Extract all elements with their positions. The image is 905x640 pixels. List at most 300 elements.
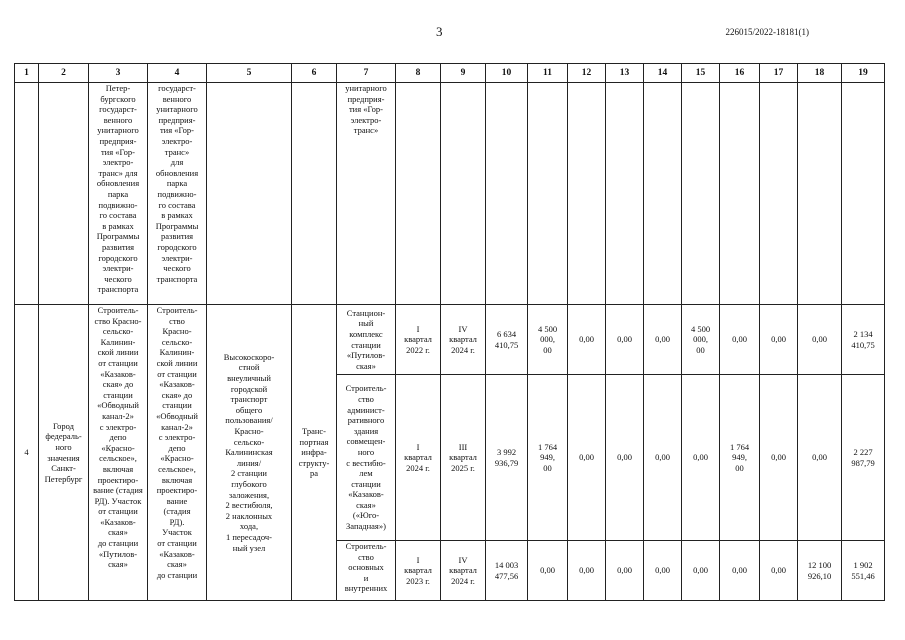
cell-line: 0,00 [540,565,555,576]
cell-line: развития [101,241,135,252]
value-cell [606,375,644,541]
region-cell [39,305,89,601]
cell-line: предприя- [99,135,137,146]
cell-line: вание [166,495,188,506]
cell-line: Строитель- [345,383,387,394]
cell-line: ческого [163,263,191,274]
value-cell [760,375,798,541]
value-cell [682,305,720,375]
cell-line: ской линии [156,357,198,368]
cell-line: 949, [732,452,747,463]
cell-line: электри- [102,263,134,274]
cell-line: 0,00 [812,334,827,345]
cell-line: 936,79 [494,457,519,468]
cell-line: 1 764 [729,441,750,452]
table-cell [528,83,568,305]
cell-line: проектиро- [156,485,198,496]
cell-line: Станцион- [346,307,386,318]
header-cell: 12 [568,64,606,83]
value-cell [486,375,528,541]
cell-line: от станции [98,357,138,368]
cell-line: включая [102,463,134,474]
header-cell: 3 [89,64,148,83]
value-cell [568,305,606,375]
cell-line: квартал [404,334,432,345]
cell-line: 2 134 [853,328,873,339]
cell-line: комплекс [349,328,383,339]
cell-line: 410,75 [851,339,875,350]
cell-line: ская» [167,559,187,570]
cell-line: 0,00 [579,565,594,576]
cell-line: сельско- [233,436,265,447]
cell-line: Программы [155,220,199,231]
value-cell [682,375,720,541]
cell-line: Западная») [346,521,386,532]
header-cell: 2 [39,64,89,83]
header-cell: 1 [15,64,39,83]
header-cell: 10 [486,64,528,83]
table-cell [842,83,885,305]
cell-line: парка [166,178,188,189]
cell-line: «Казаков- [159,548,195,559]
stage-name-cell [337,305,396,375]
cell-line: значения [47,452,80,463]
cell-line: 0,00 [732,565,747,576]
cell-line: пользования/ [225,415,273,426]
value-cell [682,541,720,601]
table-cell [720,83,760,305]
cell-line: «Путилов- [346,350,386,361]
table-cell [15,83,39,305]
cell-line: тия «Гор- [348,104,384,115]
cell-line: электро- [161,135,193,146]
value-cell [644,375,682,541]
cell-line: Красно- [162,326,192,337]
cell-line: ство [169,315,185,326]
cell-line: ративного [347,415,385,426]
cell-line: государст- [158,83,196,93]
cell-line: подвижно- [157,188,197,199]
page-number: 3 [436,24,443,39]
cell-line: для [170,157,184,168]
table-cell [207,83,292,305]
cell-line: внеуличный [227,373,271,384]
cell-line: I [416,323,420,334]
cell-line: 0,00 [693,565,708,576]
program-name-cell [89,83,148,305]
cell-line: Строитель- [97,305,139,315]
value-cell [644,541,682,601]
cell-line: «Красно- [101,442,135,453]
cell-line: «Обводный [156,410,198,421]
value-cell [486,541,528,601]
cell-line: Красно- [234,426,264,437]
value-cell [720,375,760,541]
cell-line: с вестибю- [346,457,386,468]
cell-line: обновления [96,178,140,189]
cell-line: «Казаков- [159,379,195,390]
start-date-cell [396,375,441,541]
cell-line: и [363,572,369,583]
cell-line: Участок [162,527,192,538]
cell-line: унитарного [97,125,139,136]
cell-line: общего [235,404,263,415]
cell-line: государст- [99,104,137,115]
end-date-cell [441,541,486,601]
cell-line: Петербург [44,473,83,484]
header-cell: 14 [644,64,682,83]
cell-line: сельско- [161,336,193,347]
value-cell [606,305,644,375]
cell-line: го состава [158,199,196,210]
cell-line: проектиро- [97,474,139,485]
header-cell: 8 [396,64,441,83]
value-cell [842,541,885,601]
cell-line: от станции [157,368,197,379]
cell-line: ской линии [97,347,139,358]
stage-name-cell [337,375,396,541]
table-cell [39,83,89,305]
cell-line: 0,00 [771,334,786,345]
cell-line: станции [162,400,192,411]
cell-line: 0,00 [812,452,827,463]
object-description-cell [207,305,292,601]
value-cell [528,375,568,541]
document-id: 226015/2022-18181(1) [725,27,809,37]
cell-line: го состава [99,210,137,221]
cell-line: депо [109,432,127,443]
cell-line: городского [98,252,138,263]
cell-line: унитарного [156,104,198,115]
program-name-cell [89,305,148,601]
value-cell [798,305,842,375]
stage-name-cell [337,541,396,601]
cell-line: «Красно- [160,453,194,464]
cell-line: структу- [298,457,330,468]
cell-line: станции [103,389,133,400]
header-cell: 15 [682,64,720,83]
cell-line: 0,00 [655,452,670,463]
table-cell [798,83,842,305]
cell-line: городского [157,241,197,252]
cell-line: 0,00 [617,565,632,576]
cell-line: 00 [735,462,744,473]
cell-line: квартал [404,452,432,463]
cell-line: IV [458,323,468,334]
cell-line: 00 [543,462,552,473]
cell-line: от станции [157,538,197,549]
cell-line: «Казаков- [100,516,136,527]
cell-line: 2025 г. [451,462,475,473]
value-cell [720,541,760,601]
end-date-cell [441,375,486,541]
cell-line: до станции [97,538,139,549]
cell-line: до станции [156,569,198,580]
cell-line: основных [348,562,384,573]
cell-line: 0,00 [732,334,747,345]
start-date-cell [396,541,441,601]
table-row [15,305,885,375]
cell-line: электро- [350,114,382,125]
cell-line: ская» [356,360,376,371]
cell-line: квартал [449,565,477,576]
cell-line: 0,00 [579,334,594,345]
cell-line: здания [353,425,379,436]
cell-line: 1 пересадоч- [225,531,273,542]
value-cell [486,305,528,375]
row-number-cell: 4 [15,305,39,601]
cell-line: 4 500 [537,323,558,334]
cell-line: 3 992 [496,446,517,457]
cell-line: 2 вестибюля, [225,500,273,511]
cell-line: хода, [239,521,259,532]
cell-line: сельское», [99,453,137,464]
cell-line: 2022 г. [406,344,430,355]
cell-line: с электро- [158,432,196,443]
cell-line: 2 станции [231,468,267,479]
cell-line: ный [358,318,374,329]
cell-line: Калининская [225,447,273,458]
header-cell: 9 [441,64,486,83]
cell-line: предприя- [347,93,385,104]
cell-line: транспорта [156,273,198,284]
cell-line: венного [103,114,133,125]
cell-line: «Казаков- [348,489,384,500]
cell-line: Петер- [105,83,131,93]
cell-line: ская» [356,499,376,510]
cell-line: включая [161,474,193,485]
value-cell [842,305,885,375]
header-cell: 19 [842,64,885,83]
cell-line: («Юго- [352,510,380,521]
header-cell: 13 [606,64,644,83]
cell-line: 0,00 [693,452,708,463]
header-cell: 17 [760,64,798,83]
value-cell [568,375,606,541]
value-cell [528,541,568,601]
cell-line: «Путилов- [98,548,138,559]
cell-line: парка [107,188,129,199]
continuation-row [15,83,885,305]
cell-line: РД). [169,516,185,527]
value-cell [798,375,842,541]
cell-line: городской [230,383,268,394]
cell-line: 2 наклонных [225,510,273,521]
header-cell: 16 [720,64,760,83]
cell-line: Калинин- [100,336,136,347]
cell-line: 477,56 [494,570,519,581]
cell-line: ческого [104,273,132,284]
cell-line: станции [351,478,381,489]
cell-line: сельско- [102,326,134,337]
cell-line: ская» [108,559,128,570]
cell-line: сельское», [158,463,196,474]
cell-line: 00 [696,344,705,355]
cell-line: в рамках [102,220,134,231]
cell-line: Строитель- [156,305,198,315]
cell-line: 6 634 [496,328,517,339]
cell-line: 0,00 [655,565,670,576]
cell-line: депо [168,442,186,453]
cell-line: глубокого [231,478,267,489]
cell-line: ство [358,551,374,562]
table-cell [292,83,337,305]
cell-line: (стадия [163,506,191,517]
cell-line: III [458,441,468,452]
value-cell [760,541,798,601]
value-cell [760,305,798,375]
cell-line: Транс- [301,426,327,437]
header-cell: 6 [292,64,337,83]
cell-line: лем [359,468,373,479]
cell-line: 0,00 [771,452,786,463]
cell-line: подвижно- [98,199,138,210]
cell-line: Строитель- [345,541,387,551]
cell-line: 00 [543,344,552,355]
cell-line: ская» до [102,379,134,390]
cell-line: 4 500 [690,323,711,334]
cell-line: в рамках [161,210,193,221]
header-cell: 18 [798,64,842,83]
cell-line: ская» [108,527,128,538]
cell-line: 000, [693,334,708,345]
cell-line: ный узел [232,542,266,553]
cell-line: 0,00 [617,452,632,463]
cell-line: ного [357,446,375,457]
cell-line: электри- [161,252,193,263]
cell-line: обновления [155,167,199,178]
cell-line: канал-2» [161,421,193,432]
cell-line: бургского [100,93,136,104]
header-cell: 4 [148,64,207,83]
cell-line: стной [238,362,260,373]
cell-line: квартал [449,452,477,463]
cell-line: предприя- [158,114,196,125]
cell-line: 000, [540,334,555,345]
cell-line: 551,46 [851,570,875,581]
cell-line: 1 764 [537,441,558,452]
cell-line: Программы [96,231,140,242]
cell-line: вание (стадия [93,485,143,496]
table-cell [486,83,528,305]
cell-line: станции [351,339,381,350]
cell-line: ство [358,393,374,404]
cell-line: ра [309,468,319,479]
cell-line: 14 003 [494,559,519,570]
cell-line: ская» до [161,389,193,400]
cell-line: с электро- [99,421,137,432]
cell-line: 12 100 [807,559,832,570]
cell-line: 0,00 [771,565,786,576]
cell-line: венного [162,93,192,104]
cell-line: линия/ [236,457,262,468]
cell-line: Высокоскоро- [223,351,275,362]
cell-line: транс» для [98,167,138,178]
cell-line: транс» [353,125,379,136]
object-name-cell [148,83,207,305]
start-date-cell [396,305,441,375]
cell-line: совмещен- [346,436,386,447]
value-cell [798,541,842,601]
value-cell [644,305,682,375]
table-cell [760,83,798,305]
value-cell [720,305,760,375]
header-cell: 11 [528,64,568,83]
cell-line: федераль- [45,431,82,442]
cell-line: ство Красно- [94,315,142,326]
cell-line: 0,00 [617,334,632,345]
object-name-cell [148,305,207,601]
cell-line: транспорт [230,394,268,405]
cell-line: 2024 г. [451,344,475,355]
header-row [15,64,885,83]
header-cell: 7 [337,64,396,83]
cell-line: ного [55,441,72,452]
cell-line: 2024 г. [406,462,430,473]
table-cell [682,83,720,305]
value-cell [568,541,606,601]
table-cell [606,83,644,305]
cell-line: Город [53,420,74,431]
cell-line: заложения, [228,489,270,500]
table-cell [441,83,486,305]
cell-line: тия «Гор- [159,125,195,136]
cell-line: 2 227 [853,446,873,457]
cell-line: 987,79 [851,457,875,468]
cell-line: портная [299,436,329,447]
data-table [14,63,885,601]
cell-line: 926,10 [807,570,832,581]
category-cell [292,305,337,601]
end-date-cell [441,305,486,375]
cell-line: I [416,441,420,452]
value-cell [606,541,644,601]
cell-line: электро- [102,157,134,168]
cell-line: 1 902 [853,559,873,570]
cell-line: 0,00 [579,452,594,463]
cell-line: инфра- [301,447,327,458]
cell-line: «Обводный [97,400,139,411]
cell-line: квартал [449,334,477,345]
cell-line: IV [458,554,468,565]
cell-line: унитарного [345,83,387,93]
cell-line: квартал [404,565,432,576]
cell-line: 2023 г. [406,575,430,586]
cell-line: «Казаков- [100,368,136,379]
cell-line: тия «Гор- [100,146,136,157]
table-cell [644,83,682,305]
cell-line: Калинин- [159,347,195,358]
cell-line: от станции [98,506,138,517]
stage-name-cell [337,83,396,305]
value-cell [842,375,885,541]
cell-line: внутренних [344,583,388,594]
cell-line: канал-2» [102,410,134,421]
table-cell [568,83,606,305]
cell-line: 2024 г. [451,575,475,586]
cell-line: транс» [164,146,190,157]
cell-line: Санкт- [51,463,76,474]
cell-line: админист- [347,404,385,415]
value-cell [528,305,568,375]
cell-line: I [416,554,420,565]
header-cell: 5 [207,64,292,83]
cell-line: транспорта [97,284,139,295]
cell-line: РД). Участок [94,495,142,506]
cell-line: 410,75 [494,339,519,350]
cell-line: 949, [540,452,555,463]
cell-line: 0,00 [655,334,670,345]
